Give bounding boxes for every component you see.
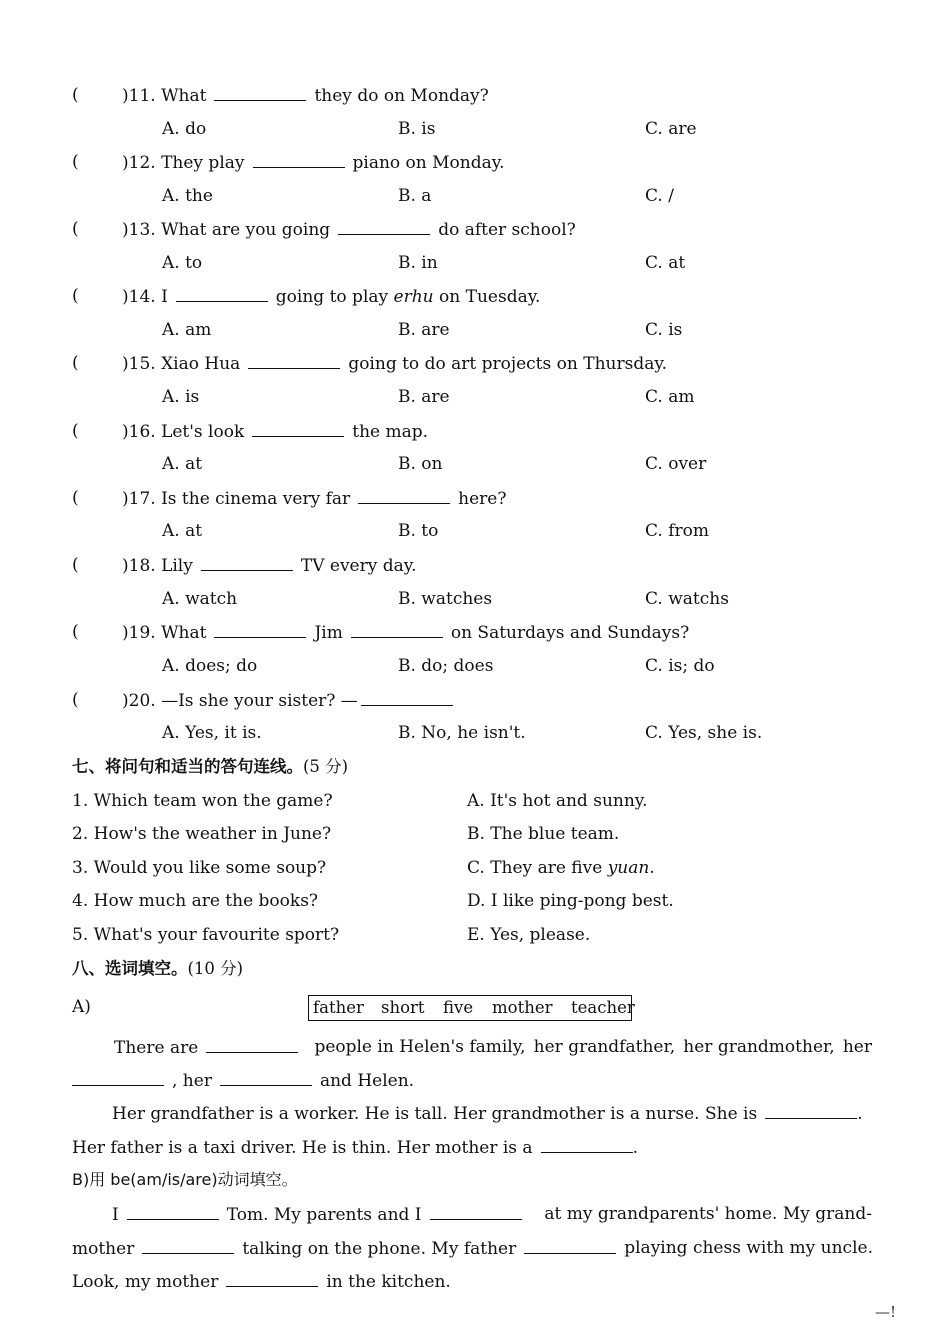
fill-blank[interactable] xyxy=(201,552,293,571)
match-question[interactable]: 2. How's the weather in June? xyxy=(72,824,332,844)
option-c[interactable]: C. are xyxy=(645,119,697,139)
part-a-label: A) xyxy=(72,997,91,1017)
fill-blank[interactable] xyxy=(214,619,306,638)
answer-paren[interactable]: ( xyxy=(72,152,79,172)
option-a[interactable]: A. do xyxy=(162,119,207,139)
fill-blank[interactable] xyxy=(253,149,345,168)
option-a[interactable]: A. does; do xyxy=(162,656,258,676)
fill-blank[interactable] xyxy=(430,1201,522,1220)
option-c[interactable]: C. is xyxy=(645,320,683,340)
paragraph-b-line: I Tom. My parents and I at my grandparents' home. My grand- xyxy=(112,1201,872,1227)
answer-paren[interactable]: ( xyxy=(72,353,79,373)
match-answer[interactable]: D. I like ping-pong best. xyxy=(467,891,674,911)
word-bank-item: teacher xyxy=(571,998,635,1017)
option-c[interactable]: C. / xyxy=(645,186,674,206)
section-8-title: 八、选词填空。(10 分) xyxy=(72,959,244,978)
option-b[interactable]: B. No, he isn't. xyxy=(398,723,526,743)
word-bank-item: five xyxy=(443,998,474,1017)
fill-blank[interactable] xyxy=(206,1034,298,1053)
answer-paren[interactable]: ( xyxy=(72,421,79,441)
word-bank-item: mother xyxy=(492,998,553,1017)
options-11 xyxy=(162,116,862,142)
paragraph-b-line: mother talking on the phone. My father playing chess with my uncle. xyxy=(72,1235,872,1261)
option-a[interactable]: A. watch xyxy=(162,589,238,609)
option-c[interactable]: C. Yes, she is. xyxy=(645,723,763,743)
page-number: —! xyxy=(875,1303,897,1321)
match-answer[interactable]: A. It's hot and sunny. xyxy=(467,791,648,811)
option-a[interactable]: A. at xyxy=(162,454,203,474)
option-b[interactable]: B. a xyxy=(398,186,432,206)
option-c[interactable]: C. watchs xyxy=(645,589,729,609)
option-b[interactable]: B. is xyxy=(398,119,436,139)
options-18 xyxy=(162,586,862,612)
match-question[interactable]: 5. What's your favourite sport? xyxy=(72,925,340,945)
fill-blank[interactable] xyxy=(351,619,443,638)
option-b[interactable]: B. watches xyxy=(398,589,493,609)
option-a[interactable]: A. Yes, it is. xyxy=(162,723,262,743)
answer-paren[interactable]: ( xyxy=(72,286,79,306)
fill-blank[interactable] xyxy=(252,418,344,437)
worksheet-page: ( )11. What they do on Monday? A. do B. is C. are ( )12. They play piano on Monday. A. the B. a C. / ( )13. What are you going do after school? A. to B. in C. at ( )14. I going to play erhu on Tuesday. A. am B. are C. is ( )15. Xiao Hua going to do art projects on Thursday. A. is B. are C. am ( )16. Let's look the map. A. at B. on C. over ( )17. Is the cinema very far here? A. at B. to C. from ( )18. Lily TV every day. A. watch B. watches C. watchs ( )19. What Jim on Saturdays and Sundays? A. does; do B. do; does C. is; do ( )20. —Is she your sister? — A. Yes, it is. B. No, he isn't. C. Yes, she is. 七、将问句和适当的答句连线。(5 分) 1. Which team won the game? 2. How's the weather in June? 3. Would you like some soup? 4. How much are the books? 5. What's your favourite sport? A. It's hot and sunny. B. The blue team. C. They are five yuan. D. I like ping-pong best. E. Yes, please. 八、选词填空。(10 分) A) father short five mother teacher There are people in Helen's family, her grandfather, her grandmother, her , her and Helen. Her grandfather is a worker. He is tall. Her grandmother is a nurse. She is . Her father is a taxi driver. He is thin. Her mother is a . B)用 be(am/is/are)动词填空。 I Tom. My parents and I at my grandparents' home. My grand- mother talking on the phone. My father playing chess with my uncle. Look, my mother in the kitchen. —! xyxy=(0,0,950,1342)
answer-paren[interactable]: ( xyxy=(72,622,79,642)
section-7-title: 七、将问句和适当的答句连线。(5 分) xyxy=(72,757,349,776)
word-bank-item: short xyxy=(381,998,425,1017)
answer-paren[interactable]: ( xyxy=(72,690,79,710)
option-a[interactable]: A. am xyxy=(162,320,212,340)
options-14 xyxy=(162,317,862,343)
paragraph-a-line: , her and Helen. xyxy=(72,1067,872,1093)
option-b[interactable]: B. are xyxy=(398,320,450,340)
option-b[interactable]: B. in xyxy=(398,253,438,273)
fill-blank[interactable] xyxy=(541,1134,633,1153)
word-bank-item: father xyxy=(313,998,364,1017)
fill-blank[interactable] xyxy=(248,350,340,369)
paragraph-b-line: Look, my mother in the kitchen. xyxy=(72,1268,872,1294)
answer-paren[interactable]: ( xyxy=(72,85,79,105)
option-c[interactable]: C. over xyxy=(645,454,707,474)
option-c[interactable]: C. is; do xyxy=(645,656,715,676)
option-b[interactable]: B. are xyxy=(398,387,450,407)
option-a[interactable]: A. to xyxy=(162,253,203,273)
options-17 xyxy=(162,518,862,544)
fill-blank[interactable] xyxy=(338,216,430,235)
option-b[interactable]: B. on xyxy=(398,454,443,474)
options-20 xyxy=(162,720,862,746)
answer-paren[interactable]: ( xyxy=(72,555,79,575)
match-answer[interactable]: C. They are five yuan. xyxy=(467,858,655,878)
match-question[interactable]: 3. Would you like some soup? xyxy=(72,858,327,878)
paragraph-a-line: Her grandfather is a worker. He is tall. Her grandmother is a nurse. She is . xyxy=(112,1100,872,1126)
option-a[interactable]: A. at xyxy=(162,521,203,541)
options-15 xyxy=(162,384,862,410)
option-c[interactable]: C. at xyxy=(645,253,686,273)
answer-paren[interactable]: ( xyxy=(72,219,79,239)
word-bank xyxy=(308,995,635,1021)
paragraph-a-line: Her father is a taxi driver. He is thin. Her mother is a . xyxy=(72,1134,872,1160)
fill-blank[interactable] xyxy=(176,283,268,302)
match-answer[interactable]: B. The blue team. xyxy=(467,824,620,844)
option-a[interactable]: A. the xyxy=(162,186,213,206)
fill-blank[interactable] xyxy=(214,82,306,101)
option-a[interactable]: A. is xyxy=(162,387,200,407)
option-b[interactable]: B. do; does xyxy=(398,656,494,676)
fill-blank[interactable] xyxy=(72,1067,164,1086)
options-12 xyxy=(162,183,862,209)
options-16 xyxy=(162,451,862,477)
part-b-label: B)用 be(am/is/are)动词填空。 xyxy=(72,1170,298,1189)
fill-blank[interactable] xyxy=(127,1201,219,1220)
answer-paren[interactable]: ( xyxy=(72,488,79,508)
option-c[interactable]: C. from xyxy=(645,521,709,541)
match-question[interactable]: 4. How much are the books? xyxy=(72,891,319,911)
fill-blank[interactable] xyxy=(226,1268,318,1287)
fill-blank[interactable] xyxy=(220,1067,312,1086)
match-question[interactable]: 1. Which team won the game? xyxy=(72,791,333,811)
option-c[interactable]: C. am xyxy=(645,387,695,407)
fill-blank[interactable] xyxy=(524,1235,616,1254)
fill-blank[interactable] xyxy=(765,1100,857,1119)
fill-blank[interactable] xyxy=(361,687,453,706)
fill-blank[interactable] xyxy=(142,1235,234,1254)
options-19 xyxy=(162,653,862,679)
options-13 xyxy=(162,250,862,276)
match-answer[interactable]: E. Yes, please. xyxy=(467,925,591,945)
fill-blank[interactable] xyxy=(358,485,450,504)
option-b[interactable]: B. to xyxy=(398,521,439,541)
paragraph-a-line: There are people in Helen's family, her grandfather, her grandmother, her xyxy=(72,1034,872,1060)
